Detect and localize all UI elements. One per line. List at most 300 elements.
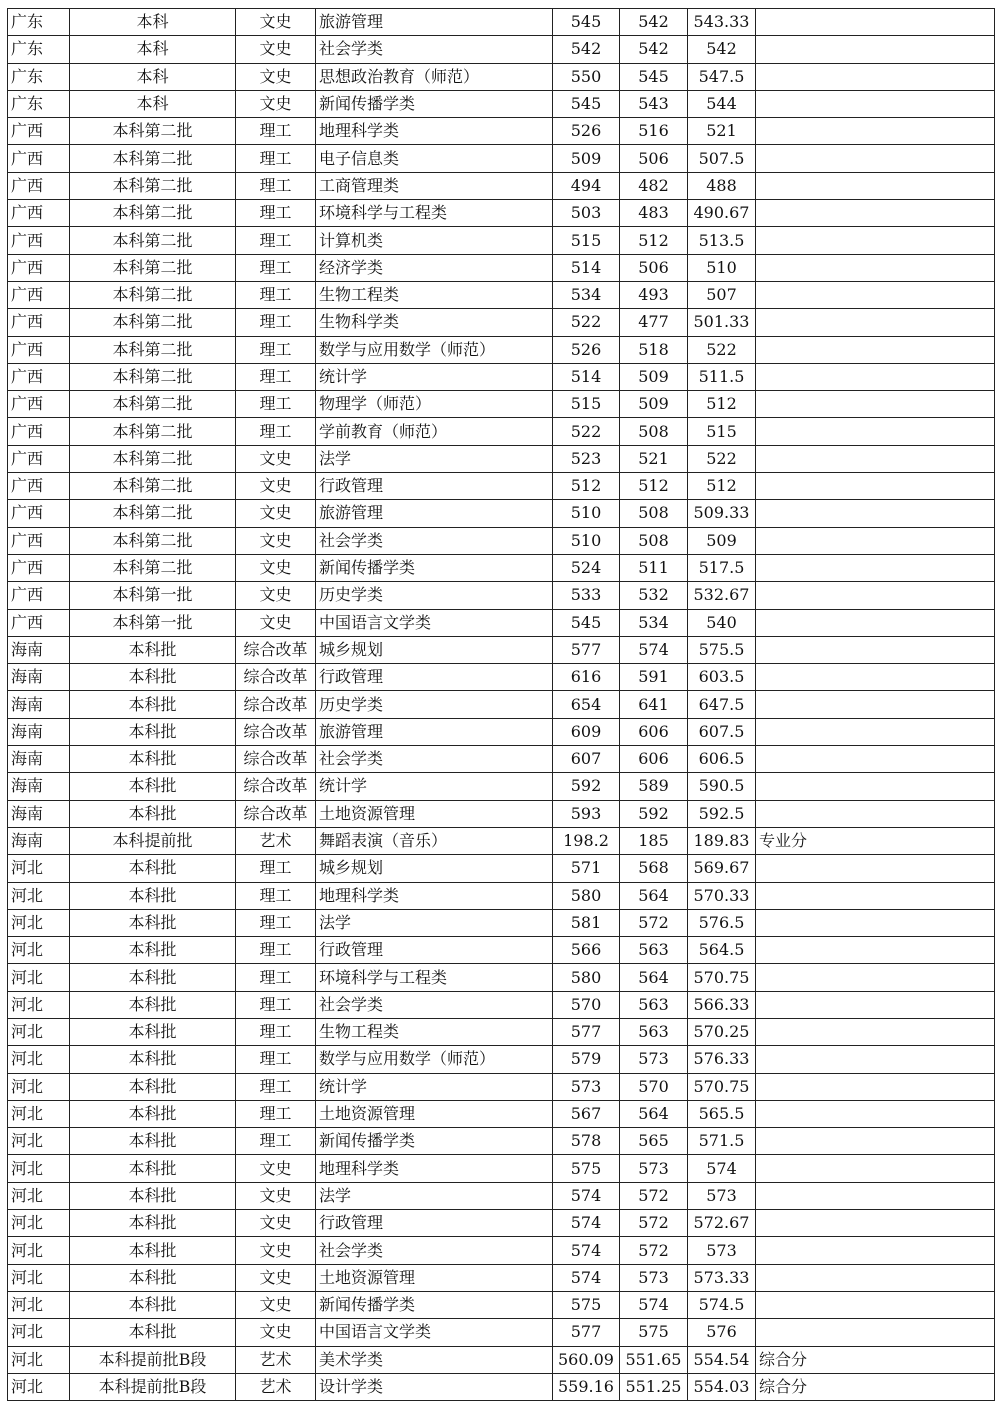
- province-cell: 河北: [8, 1155, 70, 1182]
- table-row: [8, 937, 995, 964]
- major-cell: 计算机类: [316, 227, 553, 254]
- max-score-cell: 607: [553, 746, 620, 773]
- major-cell: 数学与应用数学（师范）: [316, 336, 553, 363]
- table-row: [8, 609, 995, 636]
- max-score-cell: 545: [553, 609, 620, 636]
- note-cell: [756, 1018, 995, 1045]
- category-cell: 理工: [236, 882, 316, 909]
- min-score-cell: 512: [620, 473, 688, 500]
- max-score-cell: 542: [553, 36, 620, 63]
- province-cell: 广西: [8, 445, 70, 472]
- avg-score-cell: 576.5: [688, 909, 756, 936]
- table-row: [8, 1346, 995, 1373]
- province-cell: 广西: [8, 118, 70, 145]
- category-cell: 理工: [236, 254, 316, 281]
- category-cell: 理工: [236, 1128, 316, 1155]
- major-cell: 土地资源管理: [316, 1264, 553, 1291]
- category-cell: 理工: [236, 937, 316, 964]
- major-cell: 城乡规划: [316, 855, 553, 882]
- note-cell: [756, 718, 995, 745]
- major-cell: 地理科学类: [316, 882, 553, 909]
- category-cell: 综合改革: [236, 636, 316, 663]
- min-score-cell: 542: [620, 9, 688, 36]
- max-score-cell: 577: [553, 636, 620, 663]
- max-score-cell: 524: [553, 554, 620, 581]
- category-cell: 艺术: [236, 1373, 316, 1400]
- major-cell: 生物工程类: [316, 1018, 553, 1045]
- table-row: [8, 991, 995, 1018]
- major-cell: 电子信息类: [316, 145, 553, 172]
- major-cell: 思想政治教育（师范）: [316, 63, 553, 90]
- batch-cell: 本科第二批: [70, 445, 236, 472]
- table-row: [8, 254, 995, 281]
- table-row: [8, 1128, 995, 1155]
- min-score-cell: 606: [620, 718, 688, 745]
- note-cell: [756, 1237, 995, 1264]
- min-score-cell: 551.65: [620, 1346, 688, 1373]
- table-row: [8, 63, 995, 90]
- avg-score-cell: 522: [688, 445, 756, 472]
- batch-cell: 本科批: [70, 1046, 236, 1073]
- major-cell: 社会学类: [316, 746, 553, 773]
- min-score-cell: 564: [620, 964, 688, 991]
- province-cell: 河北: [8, 1073, 70, 1100]
- min-score-cell: 512: [620, 227, 688, 254]
- max-score-cell: 592: [553, 773, 620, 800]
- category-cell: 文史: [236, 445, 316, 472]
- major-cell: 旅游管理: [316, 9, 553, 36]
- batch-cell: 本科批: [70, 718, 236, 745]
- min-score-cell: 563: [620, 991, 688, 1018]
- major-cell: 旅游管理: [316, 500, 553, 527]
- max-score-cell: 574: [553, 1237, 620, 1264]
- min-score-cell: 534: [620, 609, 688, 636]
- max-score-cell: 567: [553, 1100, 620, 1127]
- major-cell: 统计学: [316, 363, 553, 390]
- avg-score-cell: 507.5: [688, 145, 756, 172]
- note-cell: [756, 1264, 995, 1291]
- min-score-cell: 477: [620, 309, 688, 336]
- batch-cell: 本科第二批: [70, 391, 236, 418]
- avg-score-cell: 543.33: [688, 9, 756, 36]
- batch-cell: 本科第二批: [70, 309, 236, 336]
- min-score-cell: 564: [620, 1100, 688, 1127]
- min-score-cell: 572: [620, 1182, 688, 1209]
- province-cell: 广西: [8, 609, 70, 636]
- batch-cell: 本科第二批: [70, 527, 236, 554]
- major-cell: 经济学类: [316, 254, 553, 281]
- table-row: [8, 855, 995, 882]
- province-cell: 河北: [8, 991, 70, 1018]
- major-cell: 历史学类: [316, 582, 553, 609]
- province-cell: 广西: [8, 554, 70, 581]
- table-row: [8, 445, 995, 472]
- max-score-cell: 533: [553, 582, 620, 609]
- batch-cell: 本科批: [70, 937, 236, 964]
- category-cell: 理工: [236, 1100, 316, 1127]
- batch-cell: 本科第二批: [70, 363, 236, 390]
- province-cell: 河北: [8, 1128, 70, 1155]
- max-score-cell: 526: [553, 336, 620, 363]
- avg-score-cell: 575.5: [688, 636, 756, 663]
- province-cell: 广西: [8, 391, 70, 418]
- category-cell: 文史: [236, 1264, 316, 1291]
- table-row: [8, 281, 995, 308]
- province-cell: 河北: [8, 1100, 70, 1127]
- note-cell: [756, 1128, 995, 1155]
- batch-cell: 本科第二批: [70, 172, 236, 199]
- avg-score-cell: 513.5: [688, 227, 756, 254]
- major-cell: 工商管理类: [316, 172, 553, 199]
- batch-cell: 本科批: [70, 746, 236, 773]
- category-cell: 理工: [236, 336, 316, 363]
- major-cell: 地理科学类: [316, 1155, 553, 1182]
- table-row: [8, 36, 995, 63]
- note-cell: [756, 118, 995, 145]
- min-score-cell: 570: [620, 1073, 688, 1100]
- category-cell: 理工: [236, 309, 316, 336]
- table-row: [8, 227, 995, 254]
- min-score-cell: 532: [620, 582, 688, 609]
- major-cell: 法学: [316, 1182, 553, 1209]
- province-cell: 海南: [8, 800, 70, 827]
- batch-cell: 本科第二批: [70, 281, 236, 308]
- max-score-cell: 523: [553, 445, 620, 472]
- max-score-cell: 559.16: [553, 1373, 620, 1400]
- note-cell: [756, 1319, 995, 1346]
- province-cell: 广西: [8, 527, 70, 554]
- category-cell: 文史: [236, 527, 316, 554]
- max-score-cell: 574: [553, 1264, 620, 1291]
- avg-score-cell: 565.5: [688, 1100, 756, 1127]
- table-row: [8, 200, 995, 227]
- min-score-cell: 518: [620, 336, 688, 363]
- table-row: [8, 309, 995, 336]
- min-score-cell: 591: [620, 664, 688, 691]
- table-row: [8, 800, 995, 827]
- min-score-cell: 508: [620, 500, 688, 527]
- batch-cell: 本科批: [70, 1237, 236, 1264]
- avg-score-cell: 509: [688, 527, 756, 554]
- note-cell: [756, 636, 995, 663]
- province-cell: 广西: [8, 145, 70, 172]
- province-cell: 广西: [8, 200, 70, 227]
- max-score-cell: 580: [553, 882, 620, 909]
- avg-score-cell: 572.67: [688, 1210, 756, 1237]
- min-score-cell: 589: [620, 773, 688, 800]
- table-row: [8, 336, 995, 363]
- avg-score-cell: 570.33: [688, 882, 756, 909]
- major-cell: 环境科学与工程类: [316, 200, 553, 227]
- major-cell: 新闻传播学类: [316, 1128, 553, 1155]
- min-score-cell: 575: [620, 1319, 688, 1346]
- note-cell: [756, 391, 995, 418]
- province-cell: 广西: [8, 418, 70, 445]
- avg-score-cell: 547.5: [688, 63, 756, 90]
- batch-cell: 本科提前批B段: [70, 1373, 236, 1400]
- major-cell: 设计学类: [316, 1373, 553, 1400]
- min-score-cell: 542: [620, 36, 688, 63]
- table-row: [8, 418, 995, 445]
- batch-cell: 本科批: [70, 909, 236, 936]
- note-cell: [756, 773, 995, 800]
- category-cell: 文史: [236, 1291, 316, 1318]
- avg-score-cell: 488: [688, 172, 756, 199]
- category-cell: 理工: [236, 418, 316, 445]
- table-row: [8, 773, 995, 800]
- province-cell: 广西: [8, 227, 70, 254]
- max-score-cell: 609: [553, 718, 620, 745]
- major-cell: 土地资源管理: [316, 1100, 553, 1127]
- avg-score-cell: 576: [688, 1319, 756, 1346]
- batch-cell: 本科批: [70, 773, 236, 800]
- batch-cell: 本科批: [70, 1291, 236, 1318]
- min-score-cell: 545: [620, 63, 688, 90]
- major-cell: 统计学: [316, 773, 553, 800]
- max-score-cell: 534: [553, 281, 620, 308]
- avg-score-cell: 517.5: [688, 554, 756, 581]
- max-score-cell: 579: [553, 1046, 620, 1073]
- major-cell: 新闻传播学类: [316, 90, 553, 117]
- batch-cell: 本科提前批B段: [70, 1346, 236, 1373]
- major-cell: 行政管理: [316, 473, 553, 500]
- max-score-cell: 570: [553, 991, 620, 1018]
- province-cell: 广东: [8, 63, 70, 90]
- province-cell: 河北: [8, 1373, 70, 1400]
- max-score-cell: 503: [553, 200, 620, 227]
- batch-cell: 本科第一批: [70, 609, 236, 636]
- table-row: [8, 636, 995, 663]
- table-row: [8, 1155, 995, 1182]
- note-cell: [756, 63, 995, 90]
- batch-cell: 本科批: [70, 882, 236, 909]
- category-cell: 文史: [236, 63, 316, 90]
- min-score-cell: 551.25: [620, 1373, 688, 1400]
- min-score-cell: 509: [620, 363, 688, 390]
- note-cell: [756, 445, 995, 472]
- avg-score-cell: 573: [688, 1182, 756, 1209]
- batch-cell: 本科批: [70, 1018, 236, 1045]
- max-score-cell: 573: [553, 1073, 620, 1100]
- note-cell: [756, 309, 995, 336]
- province-cell: 广东: [8, 90, 70, 117]
- major-cell: 行政管理: [316, 1210, 553, 1237]
- min-score-cell: 592: [620, 800, 688, 827]
- province-cell: 河北: [8, 1210, 70, 1237]
- min-score-cell: 521: [620, 445, 688, 472]
- table-row: [8, 473, 995, 500]
- note-cell: [756, 172, 995, 199]
- category-cell: 文史: [236, 1182, 316, 1209]
- avg-score-cell: 515: [688, 418, 756, 445]
- province-cell: 河北: [8, 1264, 70, 1291]
- max-score-cell: 522: [553, 418, 620, 445]
- table-row: [8, 118, 995, 145]
- note-cell: [756, 1182, 995, 1209]
- avg-score-cell: 512: [688, 391, 756, 418]
- max-score-cell: 580: [553, 964, 620, 991]
- max-score-cell: 654: [553, 691, 620, 718]
- table-row: [8, 1100, 995, 1127]
- batch-cell: 本科批: [70, 1264, 236, 1291]
- province-cell: 广西: [8, 500, 70, 527]
- avg-score-cell: 603.5: [688, 664, 756, 691]
- batch-cell: 本科提前批: [70, 827, 236, 854]
- min-score-cell: 506: [620, 145, 688, 172]
- province-cell: 河北: [8, 937, 70, 964]
- batch-cell: 本科: [70, 63, 236, 90]
- avg-score-cell: 606.5: [688, 746, 756, 773]
- category-cell: 文史: [236, 9, 316, 36]
- category-cell: 理工: [236, 855, 316, 882]
- batch-cell: 本科第二批: [70, 200, 236, 227]
- province-cell: 河北: [8, 1046, 70, 1073]
- note-cell: [756, 909, 995, 936]
- max-score-cell: 550: [553, 63, 620, 90]
- table-row: [8, 882, 995, 909]
- max-score-cell: 522: [553, 309, 620, 336]
- category-cell: 文史: [236, 554, 316, 581]
- min-score-cell: 565: [620, 1128, 688, 1155]
- table-row: [8, 1018, 995, 1045]
- batch-cell: 本科第二批: [70, 473, 236, 500]
- avg-score-cell: 522: [688, 336, 756, 363]
- batch-cell: 本科批: [70, 691, 236, 718]
- max-score-cell: 198.2: [553, 827, 620, 854]
- table-row: [8, 527, 995, 554]
- max-score-cell: 593: [553, 800, 620, 827]
- major-cell: 地理科学类: [316, 118, 553, 145]
- min-score-cell: 516: [620, 118, 688, 145]
- min-score-cell: 185: [620, 827, 688, 854]
- major-cell: 土地资源管理: [316, 800, 553, 827]
- province-cell: 河北: [8, 909, 70, 936]
- major-cell: 社会学类: [316, 527, 553, 554]
- note-cell: [756, 363, 995, 390]
- note-cell: [756, 609, 995, 636]
- max-score-cell: 545: [553, 90, 620, 117]
- note-cell: [756, 991, 995, 1018]
- max-score-cell: 577: [553, 1018, 620, 1045]
- avg-score-cell: 571.5: [688, 1128, 756, 1155]
- province-cell: 海南: [8, 773, 70, 800]
- min-score-cell: 574: [620, 636, 688, 663]
- avg-score-cell: 544: [688, 90, 756, 117]
- max-score-cell: 577: [553, 1319, 620, 1346]
- province-cell: 广西: [8, 254, 70, 281]
- category-cell: 文史: [236, 1210, 316, 1237]
- major-cell: 生物工程类: [316, 281, 553, 308]
- note-cell: [756, 36, 995, 63]
- avg-score-cell: 490.67: [688, 200, 756, 227]
- avg-score-cell: 554.54: [688, 1346, 756, 1373]
- table-row: [8, 1182, 995, 1209]
- table-row: [8, 500, 995, 527]
- avg-score-cell: 573: [688, 1237, 756, 1264]
- max-score-cell: 514: [553, 254, 620, 281]
- table-row: [8, 1264, 995, 1291]
- max-score-cell: 509: [553, 145, 620, 172]
- major-cell: 行政管理: [316, 937, 553, 964]
- note-cell: [756, 281, 995, 308]
- batch-cell: 本科批: [70, 1100, 236, 1127]
- major-cell: 数学与应用数学（师范）: [316, 1046, 553, 1073]
- note-cell: [756, 1291, 995, 1318]
- min-score-cell: 563: [620, 1018, 688, 1045]
- note-cell: [756, 145, 995, 172]
- major-cell: 环境科学与工程类: [316, 964, 553, 991]
- major-cell: 行政管理: [316, 664, 553, 691]
- min-score-cell: 568: [620, 855, 688, 882]
- category-cell: 理工: [236, 991, 316, 1018]
- table-row: [8, 363, 995, 390]
- province-cell: 海南: [8, 636, 70, 663]
- table-row: [8, 1373, 995, 1400]
- province-cell: 广东: [8, 9, 70, 36]
- major-cell: 社会学类: [316, 991, 553, 1018]
- note-cell: [756, 500, 995, 527]
- category-cell: 文史: [236, 473, 316, 500]
- major-cell: 法学: [316, 445, 553, 472]
- max-score-cell: 560.09: [553, 1346, 620, 1373]
- category-cell: 综合改革: [236, 773, 316, 800]
- avg-score-cell: 510: [688, 254, 756, 281]
- category-cell: 综合改革: [236, 746, 316, 773]
- avg-score-cell: 647.5: [688, 691, 756, 718]
- batch-cell: 本科第二批: [70, 418, 236, 445]
- category-cell: 文史: [236, 90, 316, 117]
- major-cell: 历史学类: [316, 691, 553, 718]
- min-score-cell: 606: [620, 746, 688, 773]
- avg-score-cell: 511.5: [688, 363, 756, 390]
- category-cell: 文史: [236, 500, 316, 527]
- batch-cell: 本科批: [70, 1319, 236, 1346]
- avg-score-cell: 592.5: [688, 800, 756, 827]
- batch-cell: 本科批: [70, 855, 236, 882]
- batch-cell: 本科批: [70, 964, 236, 991]
- avg-score-cell: 521: [688, 118, 756, 145]
- avg-score-cell: 532.67: [688, 582, 756, 609]
- batch-cell: 本科第二批: [70, 145, 236, 172]
- min-score-cell: 508: [620, 527, 688, 554]
- avg-score-cell: 570.75: [688, 964, 756, 991]
- category-cell: 理工: [236, 909, 316, 936]
- province-cell: 海南: [8, 664, 70, 691]
- major-cell: 学前教育（师范）: [316, 418, 553, 445]
- min-score-cell: 572: [620, 909, 688, 936]
- avg-score-cell: 573.33: [688, 1264, 756, 1291]
- batch-cell: 本科第二批: [70, 336, 236, 363]
- min-score-cell: 508: [620, 418, 688, 445]
- province-cell: 广西: [8, 473, 70, 500]
- province-cell: 河北: [8, 1346, 70, 1373]
- category-cell: 理工: [236, 118, 316, 145]
- max-score-cell: 515: [553, 227, 620, 254]
- category-cell: 理工: [236, 391, 316, 418]
- avg-score-cell: 607.5: [688, 718, 756, 745]
- major-cell: 美术学类: [316, 1346, 553, 1373]
- avg-score-cell: 569.67: [688, 855, 756, 882]
- batch-cell: 本科批: [70, 1155, 236, 1182]
- max-score-cell: 578: [553, 1128, 620, 1155]
- note-cell: [756, 200, 995, 227]
- category-cell: 理工: [236, 363, 316, 390]
- table-row: [8, 1319, 995, 1346]
- major-cell: 中国语言文学类: [316, 609, 553, 636]
- note-cell: [756, 1100, 995, 1127]
- table-row: [8, 909, 995, 936]
- min-score-cell: 573: [620, 1264, 688, 1291]
